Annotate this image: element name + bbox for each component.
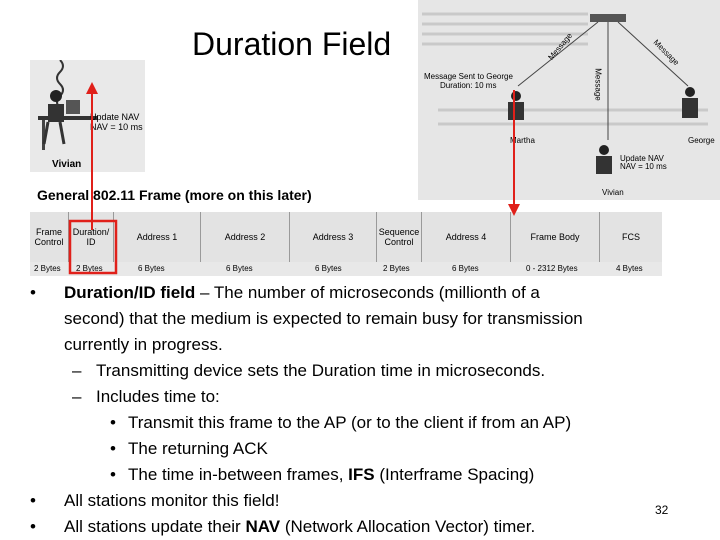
- bytes-duration-id: 2 Bytes: [76, 264, 103, 273]
- bytes-address-3: 6 Bytes: [315, 264, 342, 273]
- field-frame-body: Frame Body: [511, 212, 600, 262]
- left-arrow-head: [86, 82, 98, 94]
- field-duration-id: Duration/ ID: [69, 212, 114, 262]
- message-right-label: Message: [651, 37, 681, 68]
- right-nav-value-label: NAV = 10 ms: [620, 162, 667, 171]
- sub-sub-bullet-transmit: • Transmit this frame to the AP (or to the client if from an AP): [110, 413, 572, 432]
- sub-bullet-includes: – Includes time to:: [72, 387, 220, 406]
- right-arrow-head: [508, 204, 520, 216]
- bytes-frame-control: 2 Bytes: [34, 264, 61, 273]
- page-number: 32: [655, 503, 669, 517]
- bytes-address-2: 6 Bytes: [226, 264, 253, 273]
- bytes-fcs: 4 Bytes: [616, 264, 643, 273]
- right-vivian-label: Vivian: [602, 188, 624, 197]
- vivian-name: Vivian: [52, 159, 82, 170]
- message-left-label: Message: [546, 31, 575, 62]
- slide-title: Duration Field: [192, 26, 392, 62]
- george-label: George: [688, 136, 715, 145]
- field-address-1: Address 1: [114, 212, 201, 262]
- frame-caption: General 802.11 Frame (more on this later): [37, 187, 312, 203]
- sub-sub-bullet-ifs: • The time in-between frames, IFS (Interframe Spacing): [110, 465, 535, 484]
- bytes-sequence-control: 2 Bytes: [383, 264, 410, 273]
- sub-sub-bullet-ack: • The returning ACK: [110, 439, 268, 458]
- bullet-duration-cont1: second) that the medium is expected to remain busy for transmission: [64, 309, 583, 328]
- msg-sent-label: Message Sent to George: [424, 72, 513, 81]
- bullet-all-monitor: • All stations monitor this field!: [30, 491, 280, 510]
- field-address-3: Address 3: [290, 212, 377, 262]
- bytes-frame-body: 0 - 2312 Bytes: [526, 264, 578, 273]
- right-update-nav-label: Update NAV: [620, 154, 664, 163]
- bytes-address-4: 6 Bytes: [452, 264, 479, 273]
- martha-label: Martha: [510, 136, 535, 145]
- field-address-2: Address 2: [201, 212, 290, 262]
- field-frame-control: Frame Control: [30, 212, 69, 262]
- field-address-4: Address 4: [422, 212, 511, 262]
- sub-bullet-transmitting: – Transmitting device sets the Duration time in microseconds.: [72, 361, 546, 380]
- bytes-address-1: 6 Bytes: [138, 264, 165, 273]
- duration-label: Duration: 10 ms: [440, 81, 497, 90]
- bullet-duration-cont2: currently in progress.: [64, 335, 223, 354]
- nav-value-label: NAV = 10 ms: [90, 122, 143, 132]
- bullet-list: [30, 280, 690, 540]
- message-center-label: Message: [593, 68, 603, 101]
- field-sequence-control: Sequence Control: [377, 212, 422, 262]
- update-nav-label: Update NAV: [90, 112, 140, 122]
- field-fcs: FCS: [622, 232, 640, 242]
- bullet-all-update-nav: • All stations update their NAV (Network Allocation Vector) timer.: [30, 517, 536, 536]
- bullet-duration-field: • Duration/ID field – The number of microseconds (millionth of a: [30, 283, 540, 302]
